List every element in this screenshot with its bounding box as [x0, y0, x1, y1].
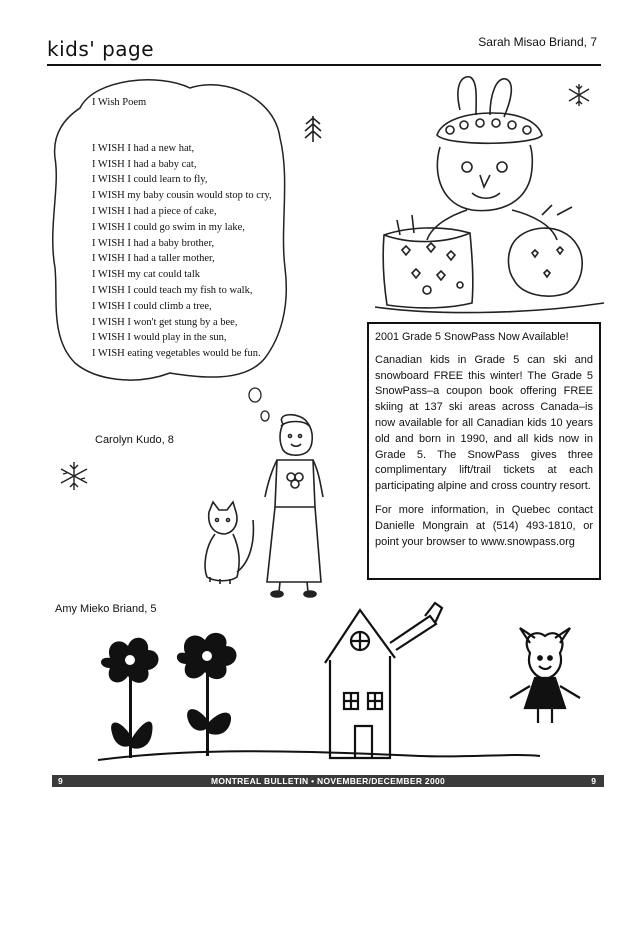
footer-bar [52, 775, 604, 787]
poem-line: I WISH I had a taller mother, [92, 253, 215, 265]
page-title: kids' page [47, 37, 155, 61]
snowpass-title: 2001 Grade 5 SnowPass Now Available! [375, 331, 569, 343]
poem-line: I WISH I could go swim in my lake, [92, 221, 245, 233]
header-rule [47, 64, 601, 66]
poem-line: I WISH I would play in the sun, [92, 332, 227, 344]
snowpass-announcement [367, 322, 601, 580]
bunny-birthday-drawing [372, 75, 607, 315]
artist-credit-amy: Amy Mieko Briand, 5 [55, 603, 157, 615]
poem-line: I WISH I had a piece of cake, [92, 205, 217, 217]
poem-title: I Wish Poem [92, 97, 147, 108]
page-number-left: 9 [58, 776, 63, 786]
snowflake-icon [58, 460, 90, 492]
poem-line: I WISH eating vegetables would be fun. [92, 348, 261, 360]
poem-line: I WISH I could learn to fly, [92, 174, 208, 186]
poem-line: I WISH my baby cousin would stop to cry, [92, 190, 272, 202]
snowpass-contact: For more information, in Quebec contact Danielle Mongrain at (514) 493-1810, or point your browser to www.snowpass.org [375, 503, 593, 548]
flowers-house-girl-drawing [90, 598, 590, 768]
poem-line: I WISH I won't get stung by a bee, [92, 316, 238, 328]
snowpass-body: Canadian kids in Grade 5 can ski and snowboard FREE this winter! The Grade 5 SnowPass–a coupon book offering FREE skiing at 137 ski areas across Canada–is now available for all Canadian kids 10 years old and born in 1990, and all kids now in Grade 5. The SnowPass gives three complimentary lift/trail tickets at each participating alpine and cross country resort. [375, 353, 593, 493]
poem-line: I WISH I could climb a tree, [92, 300, 212, 312]
artist-credit-sarah: Sarah Misao Briand, 7 [478, 35, 597, 49]
artist-credit-carolyn: Carolyn Kudo, 8 [95, 434, 174, 446]
poem-line: I WISH I had a baby cat, [92, 158, 197, 170]
poem-line: I WISH I could teach my fish to walk, [92, 284, 253, 296]
publication-title: MONTREAL BULLETIN • NOVEMBER/DECEMBER 2000 [210, 776, 446, 786]
page-number-right: 9 [591, 776, 596, 786]
poem-line: I WISH my cat could talk [92, 269, 200, 281]
girl-and-cat-drawing [195, 412, 330, 600]
poem-line: I WISH I had a new hat, [92, 142, 195, 154]
poem-line: I WISH I had a baby brother, [92, 237, 215, 249]
tree-doodle-icon [303, 114, 323, 144]
wish-poem [92, 95, 272, 362]
